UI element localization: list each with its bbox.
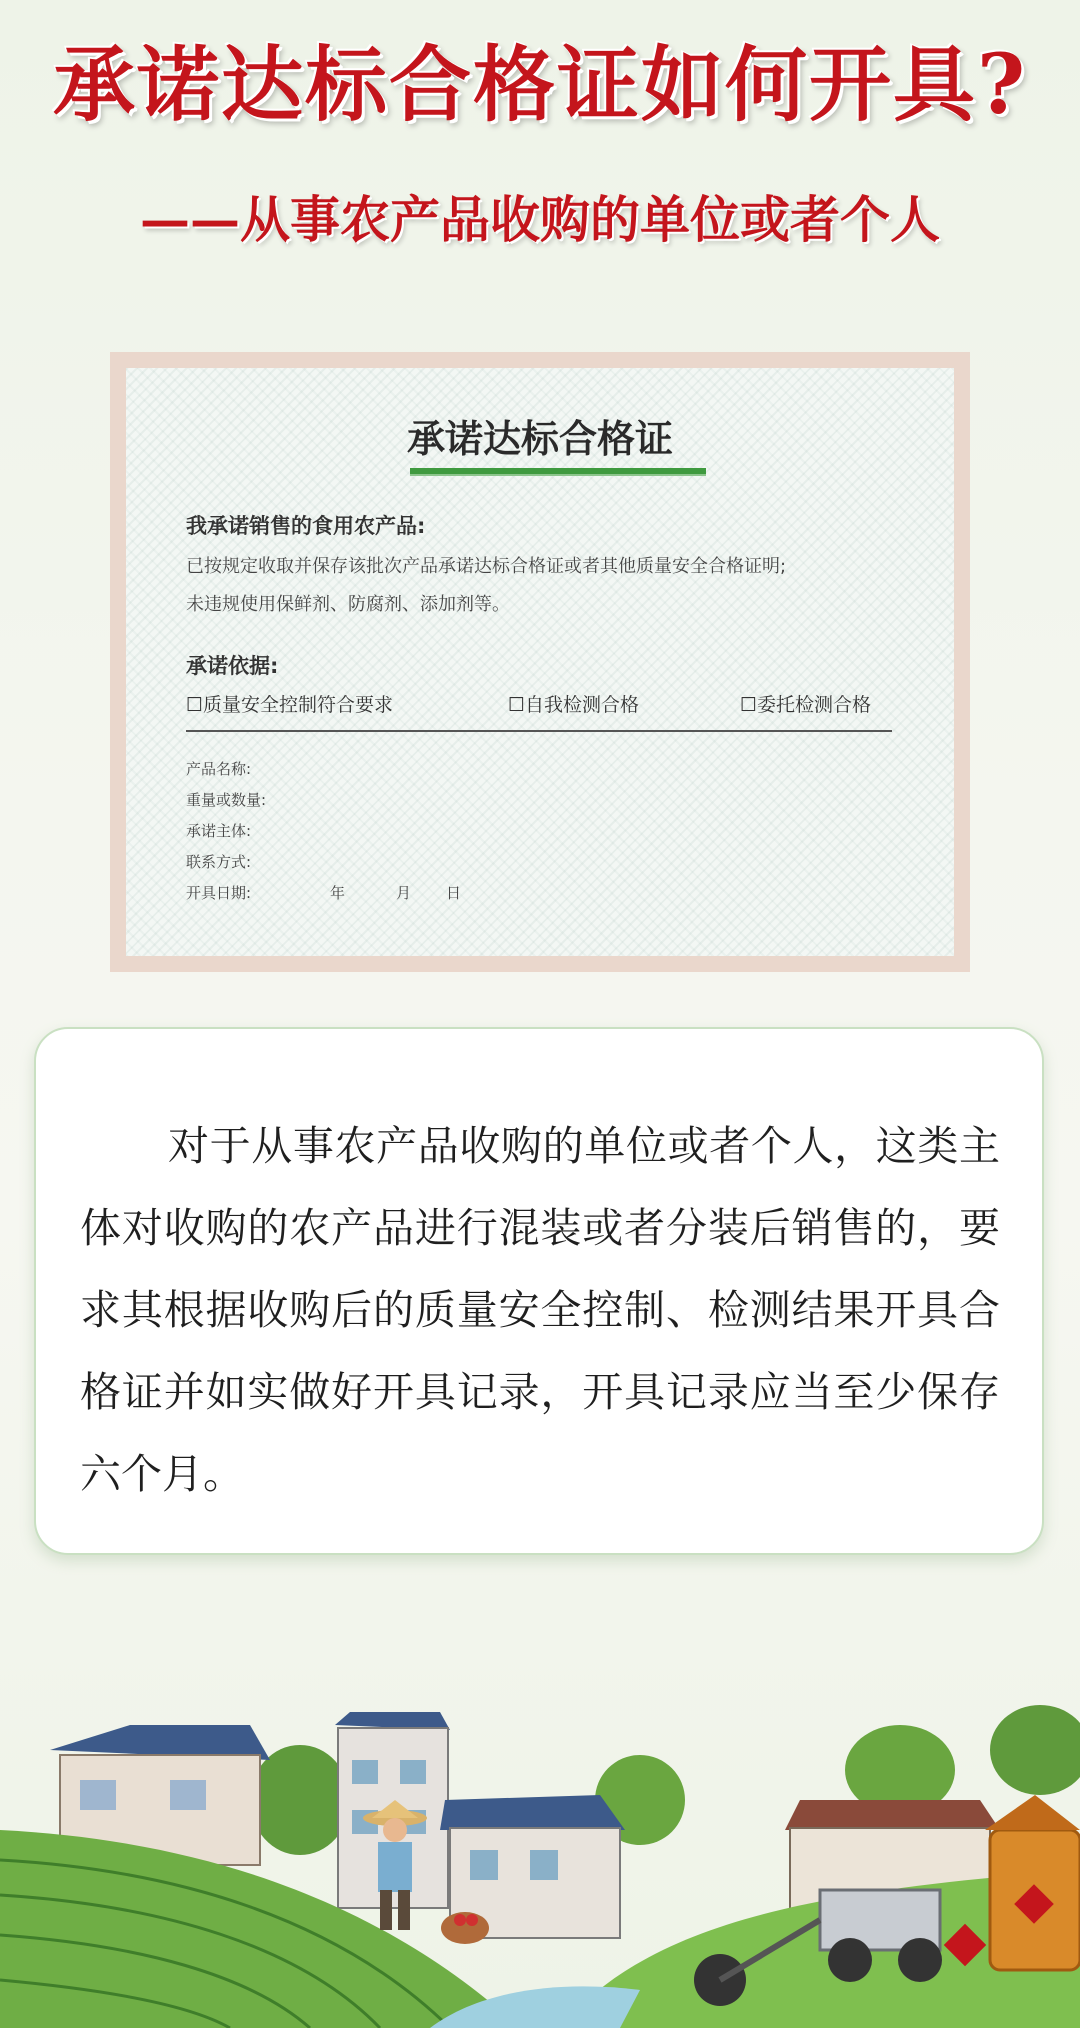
field-weight-quantity: 重量或数量: [186,791,267,809]
tree [990,1705,1080,1795]
basis-option-self-test: ☐自我检测合格 [508,694,640,716]
field-contact: 联系方式: [186,853,252,871]
certificate-frame [110,352,970,972]
date-day: 日 [446,884,462,902]
promise-line: 已按规定收取并保存该批次产品承诺达标合格证或者其他质量安全合格证明; [186,556,787,577]
explanation-card [34,1027,1044,1555]
field-issue-date: 开具日期: [186,884,252,902]
village-illustration [0,1690,1080,2028]
tree [250,1745,350,1855]
promise-line: 未违规使用保鲜剂、防腐剂、添加剂等。 [186,594,510,615]
field-promiser: 承诺主体: [186,822,252,840]
date-year: 年 [330,884,346,902]
certificate-title: 承诺达标合格证 [406,417,673,461]
page-subtitle: ——从事农产品收购的单位或者个人 [140,190,940,249]
date-month: 月 [396,884,412,902]
basis-option-commissioned-test: ☐委托检测合格 [740,694,872,716]
certificate [126,368,954,956]
basis-option-quality-control: ☐质量安全控制符合要求 [186,694,394,716]
promise-heading: 我承诺销售的食用农产品: [186,514,426,538]
divider [186,730,892,732]
certificate-title-underline [410,468,706,476]
field-product-name: 产品名称: [186,760,252,778]
explanation-text: 对于从事农产品收购的单位或者个人，这类主体对收购的农产品进行混装或者分装后销售的，要求其根据收购后的质量安全控制、检测结果开具合格证并如实做好开具记录，开具记录应当至少保存六个月。 [80,1122,1000,1498]
basis-heading: 承诺依据: [186,654,279,678]
page-title: 承诺达标合格证如何开具? [52,37,1028,133]
